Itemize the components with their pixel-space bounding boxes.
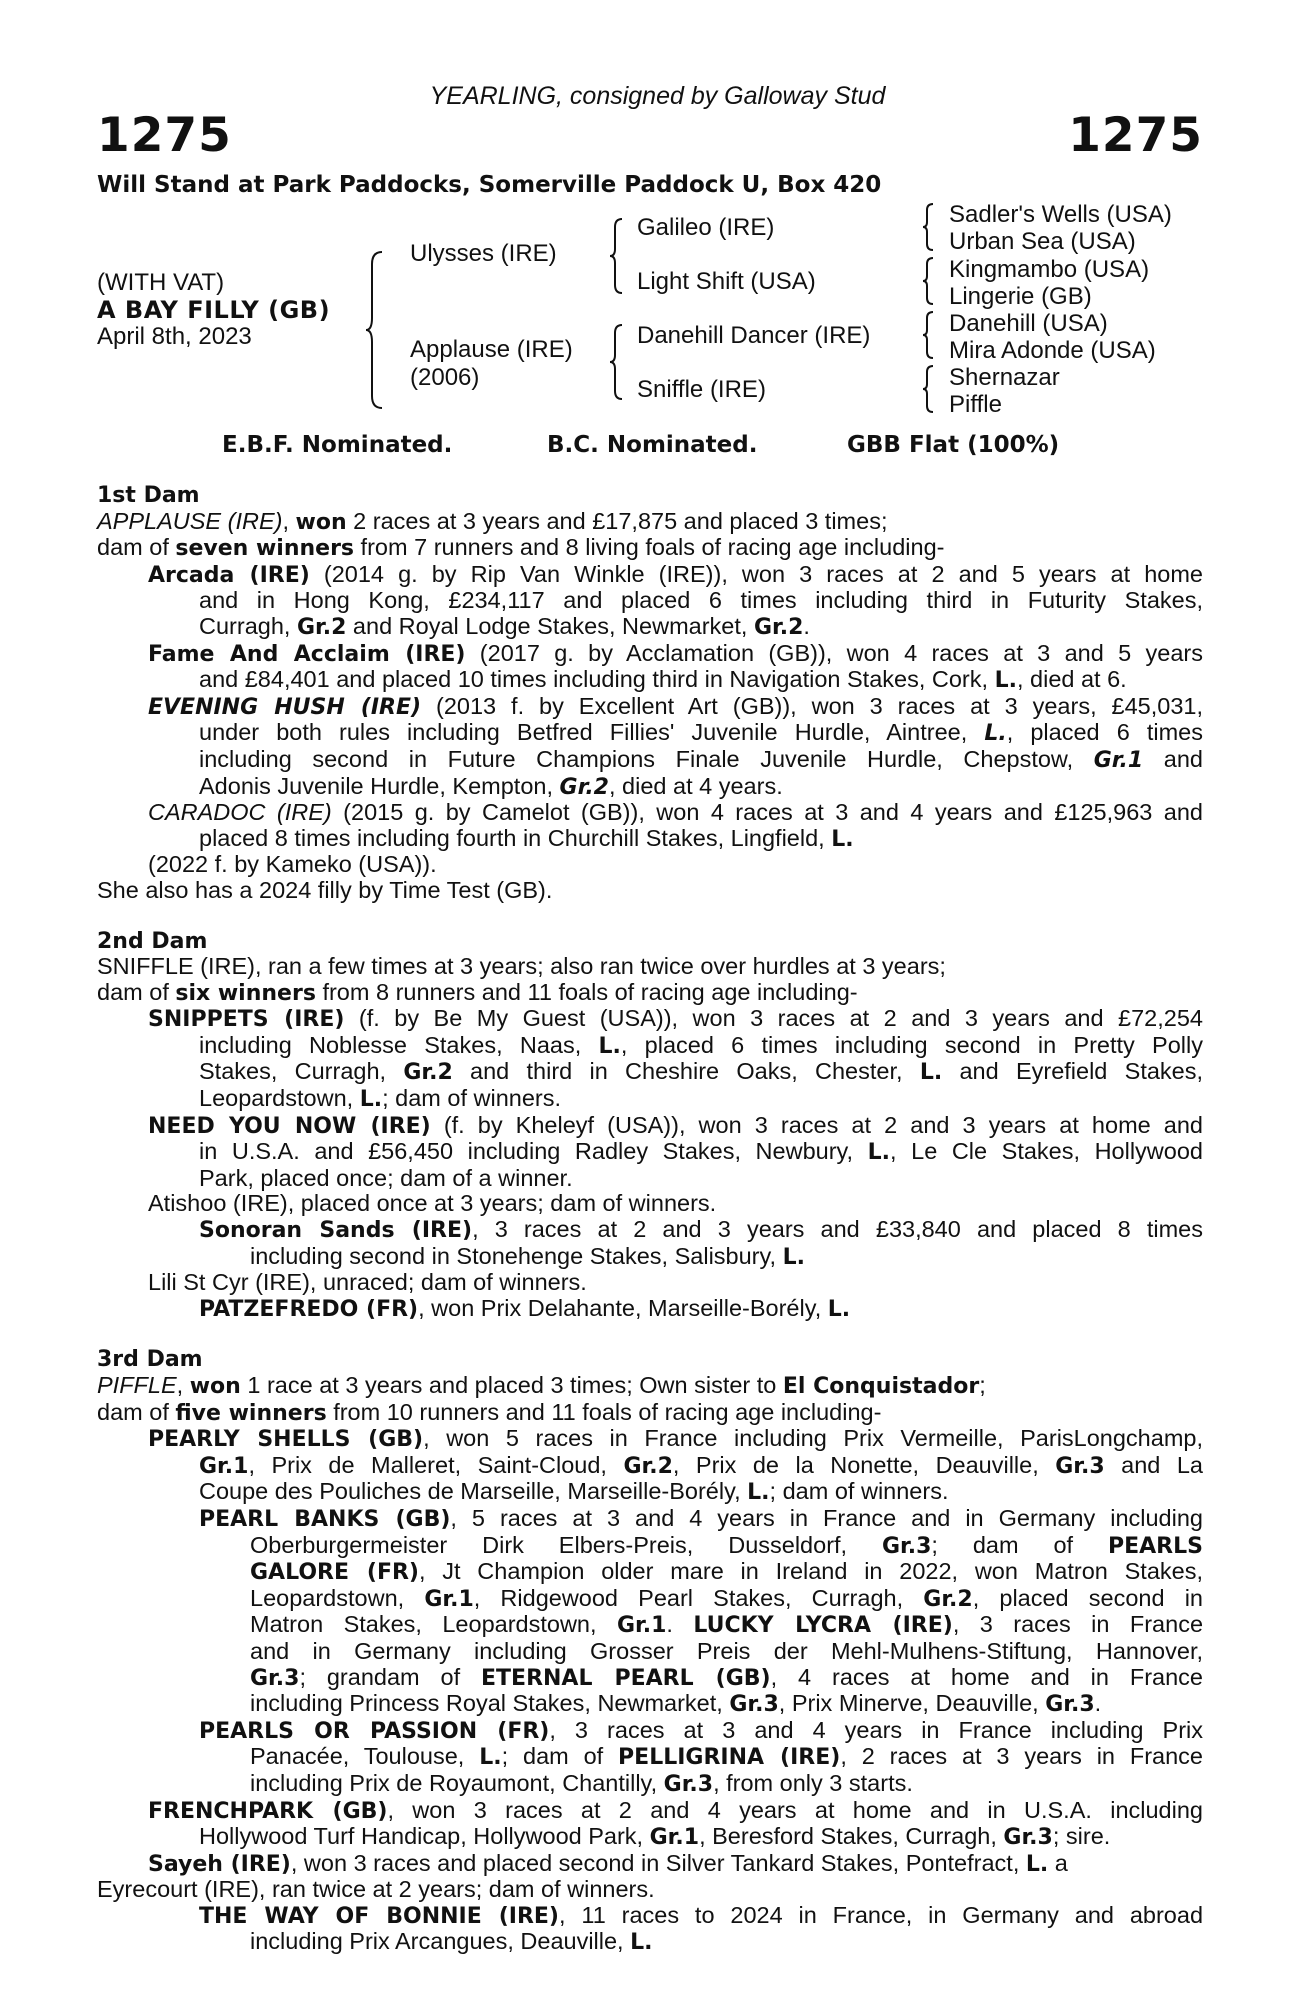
sire-dam: Light Shift (USA): [637, 268, 816, 295]
third-dam-heading: 3rd Dam: [97, 1347, 203, 1373]
produce-entry-need-you-now: NEED YOU NOW (IRE) (f. by Kheleyf (USA)), won 3 races at 2 and 3 years at home and in U.S.A. and £56,450 including Radley Stakes, Newbury, L., Le Cle Stakes, Hollywood Park, placed once; dam of a winner.: [148, 1111, 1203, 1191]
produce-entry-pearl-banks: PEARL BANKS (GB), 5 races at 3 and 4 years in France and in Germany including Oberburgermeister Dirk Elbers-Preis, Dusseldorf, Gr.3; dam of PEARLS GALORE (FR), Jt Champion older mare in Ireland in 2022, won Matron Stakes, Leopardstown, Gr.1, Ridgewood Pearl Stakes, Curragh, Gr.2, placed second in Matron Stakes, Leopardstown, Gr.1. LUCKY LYCRA (IRE), 3 races in France and in Germany including Grosser Preis der Mehl-Mulhens-Stiftung, Hannover, Gr.3; grandam of ETERNAL PEARL (GB), 4 races at home and in France including Princess Royal Stakes, Newmarket, Gr.3, Prix Minerve, Deauville, Gr.3.: [199, 1504, 1204, 1718]
first-dam-produce-summary: dam of seven winners from 7 runners and 8 living foals of racing age including-: [97, 534, 945, 562]
foaling-date: April 8th, 2023: [97, 323, 252, 350]
gbb-flat: GBB Flat (100%): [847, 432, 1060, 458]
produce-entry-caradoc: CARADOC (IRE) (2015 g. by Camelot (GB)), won 4 races at 3 and 4 years and £125,963 and placed 8 times including fourth in Churchill Stakes, Lingfield, L.: [148, 799, 1203, 852]
ggp-5: Danehill (USA): [949, 310, 1108, 337]
ggp-4: Lingerie (GB): [949, 283, 1092, 310]
dam-dam: Sniffle (IRE): [637, 376, 766, 403]
produce-entry-evening-hush: EVENING HUSH (IRE) (2013 f. by Excellent Art (GB)), won 3 races at 3 years, £45,031, under both rules including Betfred Fillies' Juvenile Hurdle, Aintree, L., placed 6 times including second in Future Champions Finale Juvenile Hurdle, Chepstow, Gr.1 and Adonis Juvenile Hurdle, Kempton, Gr.2, died at 4 years.: [148, 692, 1204, 800]
catalogue-body: [97, 483, 1203, 1956]
pedigree-brace-g3: [921, 310, 935, 360]
produce-note-2024: She also has a 2024 filly by Time Test (GB).: [97, 876, 553, 903]
sire-sire: Galileo (IRE): [637, 214, 775, 241]
first-dam-line: APPLAUSE (IRE), won 2 races at 3 years and £17,875 and placed 3 times;: [97, 507, 888, 535]
produce-entry-pearly-shells: PEARLY SHELLS (GB), won 5 races in France including Prix Vermeille, ParisLongchamp, Gr.1, Prix de Malleret, Saint-Cloud, Gr.2, Prix de la Nonette, Deauville, Gr.3 and La Coupe des Pouliches de Marseille, Marseille-Borély, L.; dam of winners.: [148, 1425, 1204, 1506]
produce-entry-lili-st-cyr: Lili St Cyr (IRE), unraced; dam of winners.: [148, 1269, 587, 1296]
lot-number-right: 1275: [1068, 108, 1203, 163]
produce-entry-sonoran-sands: Sonoran Sands (IRE), 3 races at 2 and 3 years and £33,840 and placed 8 times including second in Stonehenge Stakes, Salisbury, L.: [199, 1216, 1203, 1270]
dam-year: (2006): [410, 364, 480, 391]
produce-entry-arcada: Arcada (IRE) (2014 g. by Rip Van Winkle (IRE)), won 3 races at 2 and 5 years at home and in Hong Kong, £234,117 and placed 6 times including third in Futurity Stakes, Curragh, Gr.2 and Royal Lodge Stakes, Newmarket, Gr.2.: [148, 560, 1203, 640]
ggp-6: Mira Adonde (USA): [949, 337, 1156, 364]
dam-sire: Danehill Dancer (IRE): [637, 322, 871, 349]
third-dam-produce-summary: dam of five winners from 10 runners and 11 foals of racing age including-: [97, 1398, 882, 1426]
pedigree-brace-sire: [608, 217, 624, 295]
third-dam-line: PIFFLE, won 1 race at 3 years and placed 3 times; Own sister to El Conquistador;: [97, 1372, 986, 1399]
dam-name: Applause (IRE): [410, 336, 573, 363]
ggp-7: Shernazar: [949, 364, 1060, 391]
horse-name: A BAY FILLY (GB): [97, 296, 331, 324]
produce-entry-eyrecourt: Eyrecourt (IRE), ran twice at 2 years; dam of winners.: [97, 1876, 655, 1903]
produce-entry-frenchpark: FRENCHPARK (GB), won 3 races at 2 and 4 years at home and in U.S.A. including Hollywood Turf Handicap, Hollywood Park, Gr.1, Beresford Stakes, Curragh, Gr.3; sire.: [148, 1796, 1203, 1851]
vat-note: (WITH VAT): [97, 269, 225, 296]
pedigree-brace-main: [364, 250, 386, 410]
produce-entry-atishoo: Atishoo (IRE), placed once at 3 years; dam of winners.: [148, 1190, 717, 1217]
produce-entry-2022: (2022 f. by Kameko (USA)).: [148, 851, 437, 878]
pedigree-brace-g2: [921, 256, 935, 306]
ggp-1: Sadler's Wells (USA): [949, 201, 1172, 228]
second-dam-produce-summary: dam of six winners from 8 runners and 11 foals of racing age including-: [97, 978, 858, 1006]
pedigree-brace-g1: [921, 202, 935, 252]
pedigree-brace-g4: [921, 364, 935, 414]
produce-entry-pearls-or-passion: PEARLS OR PASSION (FR), 3 races at 3 and 4 years in France including Prix Panacée, Toulouse, L.; dam of PELLIGRINA (IRE), 2 races at 3 years in France including Prix de Royaumont, Chantilly, Gr.3, from only 3 starts.: [199, 1716, 1203, 1797]
lot-number-left: 1275: [97, 108, 232, 163]
ggp-2: Urban Sea (USA): [949, 228, 1136, 255]
produce-entry-the-way-of-bonnie: THE WAY OF BONNIE (IRE), 11 races to 2024 in France, in Germany and abroad including Prix Arcangues, Deauville, L.: [199, 1901, 1204, 1956]
pedigree-brace-dam: [608, 323, 624, 401]
sale-subtitle: YEARLING, consigned by Galloway Stud: [429, 82, 886, 110]
ggp-3: Kingmambo (USA): [949, 256, 1150, 283]
produce-entry-patzefredo: PATZEFREDO (FR), won Prix Delahante, Marseille-Borély, L.: [199, 1294, 851, 1322]
second-dam-line: SNIFFLE (IRE), ran a few times at 3 years; also ran twice over hurdles at 3 years;: [97, 953, 946, 980]
first-dam-heading: 1st Dam: [97, 483, 200, 508]
ebf-nomination: E.B.F. Nominated.: [222, 432, 453, 458]
produce-entry-sayeh: Sayeh (IRE), won 3 races and placed second in Silver Tankard Stakes, Pontefract, L. a: [148, 1849, 1068, 1877]
produce-entry-fame-and-acclaim: Fame And Acclaim (IRE) (2017 g. by Acclamation (GB)), won 4 races at 3 and 5 years and £84,401 and placed 10 times including third in Navigation Stakes, Cork, L., died at 6.: [148, 639, 1203, 694]
second-dam-heading: 2nd Dam: [97, 928, 208, 954]
stable-location: Will Stand at Park Paddocks, Somerville Paddock U, Box 420: [97, 172, 882, 198]
produce-entry-snippets: SNIPPETS (IRE) (f. by Be My Guest (USA)), won 3 races at 2 and 3 years and £72,254 including Noblesse Stakes, Naas, L., placed 6 times including second in Pretty Polly Stakes, Curragh, Gr.2 and third in Cheshire Oaks, Chester, L. and Eyrefield Stakes, Leopardstown, L.; dam of winners.: [148, 1005, 1204, 1113]
sire-name: Ulysses (IRE): [410, 240, 557, 267]
bc-nomination: B.C. Nominated.: [547, 432, 758, 458]
ggp-8: Piffle: [949, 391, 1002, 418]
